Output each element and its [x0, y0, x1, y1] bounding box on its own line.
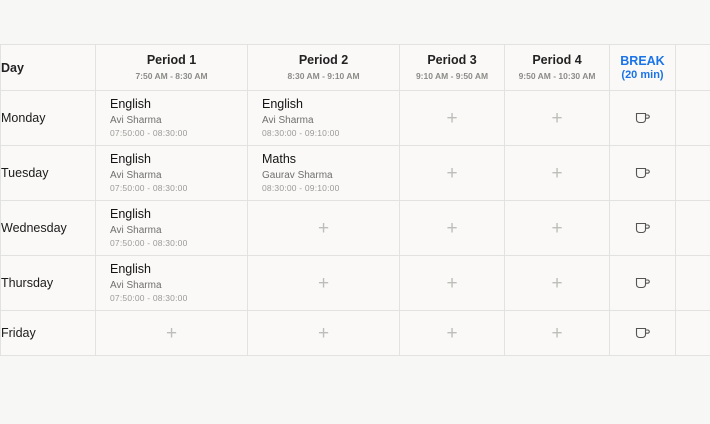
column-header-period-1 — [96, 45, 248, 91]
table-row — [1, 91, 710, 146]
slot-friday-period-3-add[interactable]: + — [400, 311, 505, 356]
slot-tuesday-period-3-add[interactable]: + — [400, 146, 505, 201]
slot-thursday-period-3-add[interactable]: + — [400, 256, 505, 311]
slot-teacher: Avi Sharma — [110, 115, 162, 126]
slot-monday-period-3-add[interactable]: + — [400, 91, 505, 146]
table-row — [1, 146, 710, 201]
column-header-spacer — [676, 45, 710, 91]
row-day-label: Tuesday — [1, 146, 96, 201]
slot-thursday-period-2-add[interactable]: + — [248, 256, 400, 311]
slot-teacher: Avi Sharma — [110, 170, 162, 181]
slot-thursday-period-1[interactable] — [96, 256, 248, 311]
slot-wednesday-period-4-add[interactable]: + — [505, 201, 610, 256]
column-header-break — [610, 45, 676, 91]
slot-thursday-period-4-add[interactable]: + — [505, 256, 610, 311]
slot-teacher: Avi Sharma — [262, 115, 314, 126]
column-header-period-2-title: Period 2 — [298, 53, 349, 67]
row-spacer — [676, 91, 710, 146]
table-row — [1, 201, 710, 256]
column-header-period-1-title: Period 1 — [146, 53, 197, 67]
timetable-body — [1, 91, 710, 356]
coffee-cup-icon — [634, 164, 651, 181]
timetable-header — [1, 45, 710, 91]
slot-wednesday-period-1[interactable] — [96, 201, 248, 256]
column-header-period-4-time: 9:50 AM - 10:30 AM — [518, 71, 596, 81]
table-row — [1, 311, 710, 356]
row-spacer — [676, 311, 710, 356]
slot-tuesday-period-1[interactable] — [96, 146, 248, 201]
column-header-period-2-time: 8:30 AM - 9:10 AM — [287, 71, 360, 81]
column-header-period-4-title: Period 4 — [532, 53, 582, 67]
slot-teacher: Avi Sharma — [110, 280, 162, 291]
header-row — [1, 45, 710, 91]
slot-teacher: Avi Sharma — [110, 225, 162, 236]
slot-monday-period-2[interactable] — [248, 91, 400, 146]
column-header-period-3-time: 9:10 AM - 9:50 AM — [415, 71, 489, 81]
timetable-container — [0, 44, 710, 356]
slot-content — [96, 146, 247, 200]
column-header-day-label: Day — [1, 60, 24, 75]
slot-subject: English — [110, 262, 151, 276]
column-header-break-duration: (20 min) — [621, 69, 664, 81]
column-header-break-title: BREAK — [620, 54, 665, 68]
row-spacer — [676, 256, 710, 311]
row-day-label: Monday — [1, 91, 96, 146]
slot-time: 07:50:00 - 08:30:00 — [110, 183, 188, 193]
coffee-cup-icon — [634, 324, 651, 341]
column-header-period-1-time: 7:50 AM - 8:30 AM — [135, 71, 208, 81]
slot-wednesday-period-3-add[interactable]: + — [400, 201, 505, 256]
slot-time: 07:50:00 - 08:30:00 — [110, 293, 188, 303]
column-header-period-2 — [248, 45, 400, 91]
coffee-cup-icon — [634, 274, 651, 291]
slot-subject: English — [262, 97, 303, 111]
slot-time: 07:50:00 - 08:30:00 — [110, 238, 188, 248]
slot-friday-period-4-add[interactable]: + — [505, 311, 610, 356]
slot-time: 08:30:00 - 09:10:00 — [262, 128, 340, 138]
slot-subject: English — [110, 97, 151, 111]
column-header-period-4 — [505, 45, 610, 91]
column-header-period-3-title: Period 3 — [427, 53, 477, 67]
slot-content — [248, 146, 399, 200]
timetable — [0, 44, 710, 356]
break-cell-monday — [610, 91, 676, 146]
slot-content — [96, 201, 247, 255]
break-cell-thursday — [610, 256, 676, 311]
column-header-day — [1, 45, 96, 91]
row-spacer — [676, 201, 710, 256]
break-cell-friday — [610, 311, 676, 356]
slot-friday-period-1-add[interactable]: + — [96, 311, 248, 356]
break-cell-wednesday — [610, 201, 676, 256]
slot-time: 08:30:00 - 09:10:00 — [262, 183, 340, 193]
row-day-label: Friday — [1, 311, 96, 356]
slot-monday-period-1[interactable] — [96, 91, 248, 146]
table-row — [1, 256, 710, 311]
break-cell-tuesday — [610, 146, 676, 201]
slot-monday-period-4-add[interactable]: + — [505, 91, 610, 146]
slot-content — [248, 91, 399, 145]
slot-tuesday-period-4-add[interactable]: + — [505, 146, 610, 201]
slot-time: 07:50:00 - 08:30:00 — [110, 128, 188, 138]
slot-tuesday-period-2[interactable] — [248, 146, 400, 201]
column-header-period-3 — [400, 45, 505, 91]
row-spacer — [676, 146, 710, 201]
row-day-label: Wednesday — [1, 201, 96, 256]
slot-content — [96, 91, 247, 145]
slot-subject: Maths — [262, 152, 297, 166]
coffee-cup-icon — [634, 219, 651, 236]
row-day-label: Thursday — [1, 256, 96, 311]
slot-subject: English — [110, 152, 151, 166]
slot-wednesday-period-2-add[interactable]: + — [248, 201, 400, 256]
slot-teacher: Gaurav Sharma — [262, 170, 333, 181]
slot-subject: English — [110, 207, 151, 221]
slot-friday-period-2-add[interactable]: + — [248, 311, 400, 356]
slot-content — [96, 256, 247, 310]
coffee-cup-icon — [634, 109, 651, 126]
